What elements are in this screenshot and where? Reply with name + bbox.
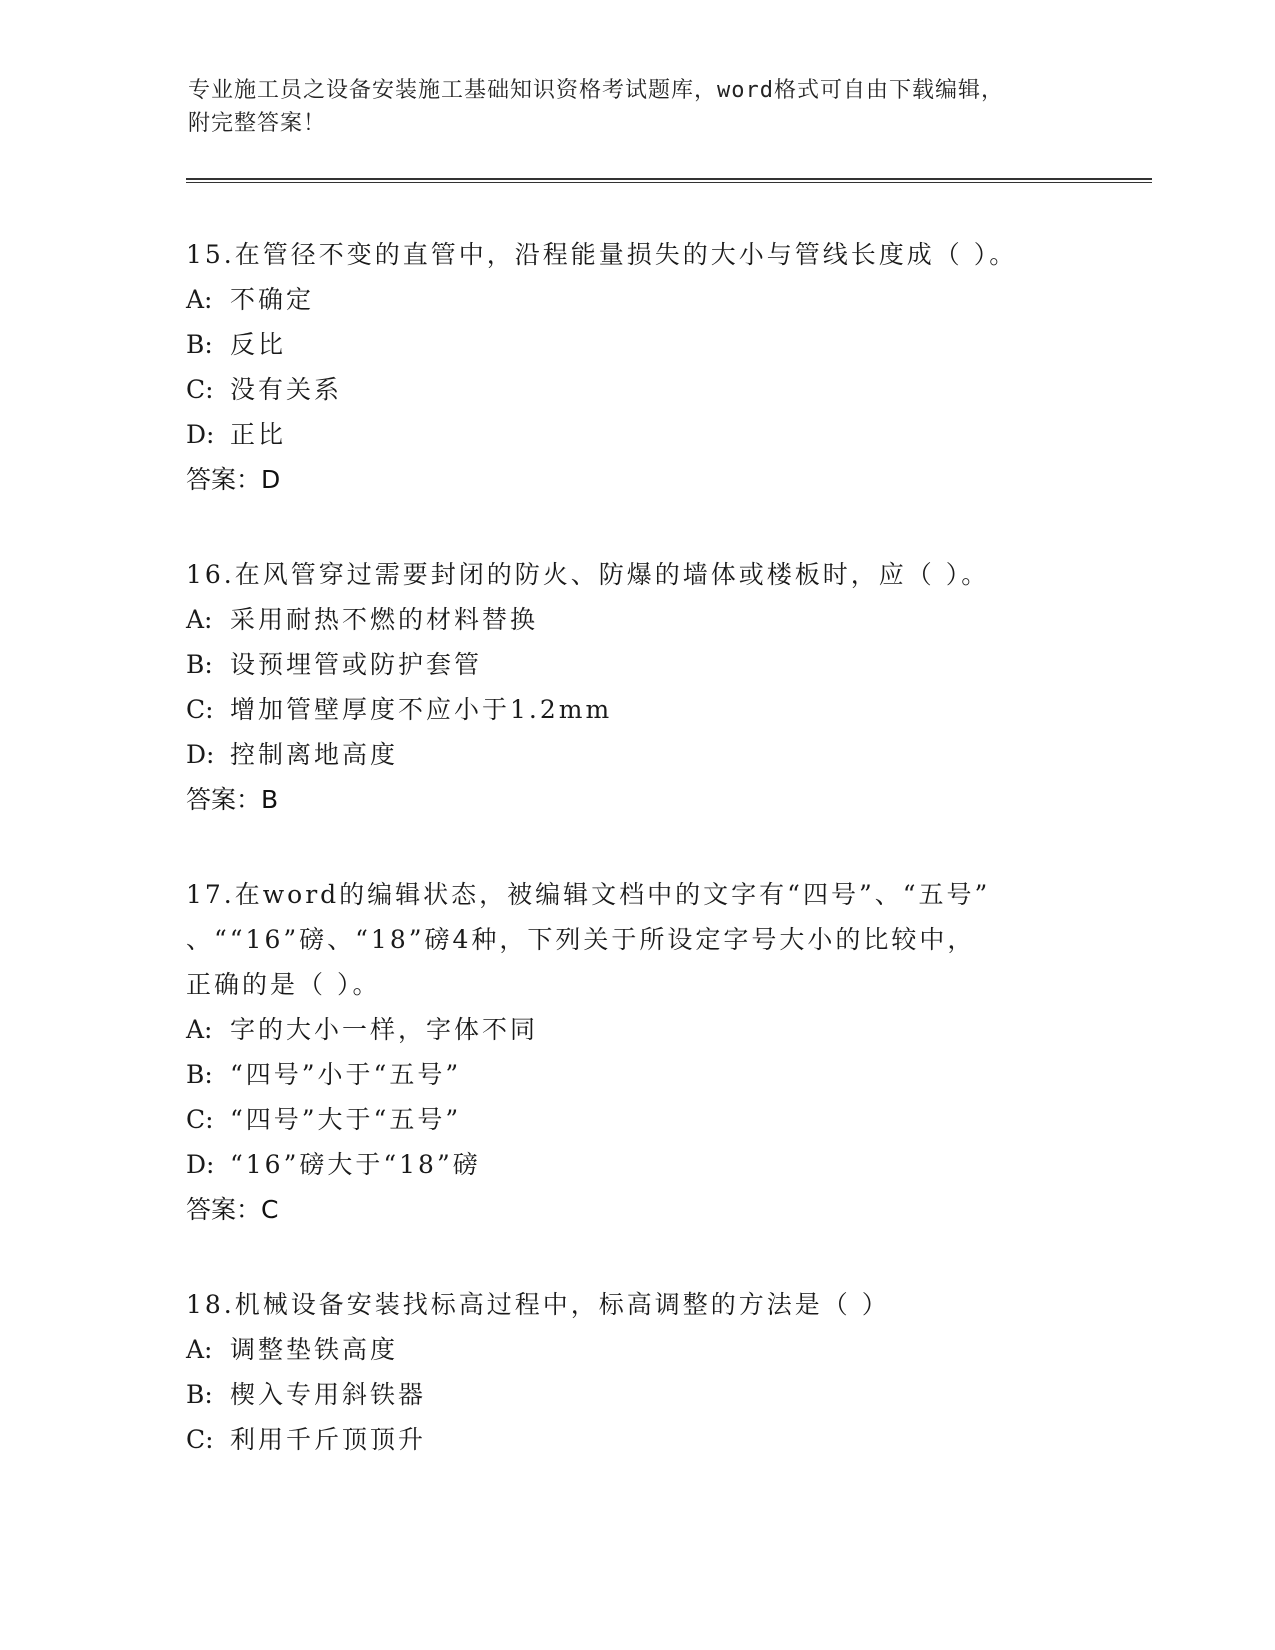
option-text: 控制离地高度 <box>230 740 399 769</box>
option-b <box>186 1052 1146 1097</box>
header-divider-thick <box>186 178 1152 180</box>
option-letter: A: <box>186 1015 213 1044</box>
option-text: “四号”大于“五号” <box>230 1105 462 1134</box>
option-text: 字的大小一样，字体不同 <box>230 1015 539 1044</box>
document-header <box>188 74 1088 140</box>
question-stem: 18.机械设备安装找标高过程中，标高调整的方法是（ ） <box>186 1290 890 1319</box>
question-15 <box>186 232 1146 502</box>
option-a <box>186 277 1146 322</box>
option-text: 利用千斤顶顶升 <box>230 1425 427 1454</box>
answer-line: 答案：B <box>186 785 279 814</box>
option-letter: D: <box>186 1150 215 1179</box>
option-text: 没有关系 <box>230 375 343 404</box>
option-c <box>186 1417 1146 1462</box>
question-stem: 15.在管径不变的直管中，沿程能量损失的大小与管线长度成（ ）。 <box>186 240 1018 269</box>
option-c <box>186 687 1146 732</box>
option-text: 调整垫铁高度 <box>230 1335 399 1364</box>
option-text: “16”磅大于“18”磅 <box>230 1150 481 1179</box>
option-letter: C: <box>186 1425 214 1454</box>
option-text: 反比 <box>230 330 287 359</box>
question-18 <box>186 1282 1146 1462</box>
option-text: “四号”小于“五号” <box>230 1060 462 1089</box>
option-letter: D: <box>186 740 215 769</box>
answer-line: 答案：D <box>186 465 281 494</box>
option-letter: C: <box>186 695 214 724</box>
header-line-1: 专业施工员之设备安装施工基础知识资格考试题库，word格式可自由下载编辑， <box>188 78 1004 103</box>
question-list <box>186 232 1146 1512</box>
option-d <box>186 1142 1146 1187</box>
option-letter: B: <box>186 650 213 679</box>
option-text: 不确定 <box>230 285 315 314</box>
option-c <box>186 1097 1146 1142</box>
option-a <box>186 1007 1146 1052</box>
question-stem: 17.在word的编辑状态，被编辑文档中的文字有“四号”、“五号” 、““16”磅、“18”磅4种，下列关于所设定字号大小的比较中， 正确的是（ ）。 <box>186 880 991 999</box>
option-d <box>186 732 1146 777</box>
option-b <box>186 1372 1146 1417</box>
option-text: 设预埋管或防护套管 <box>230 650 483 679</box>
option-c <box>186 367 1146 412</box>
option-text: 采用耐热不燃的材料替换 <box>230 605 539 634</box>
question-stem: 16.在风管穿过需要封闭的防火、防爆的墙体或楼板时，应（ ）。 <box>186 560 990 589</box>
question-17 <box>186 872 1146 1232</box>
option-letter: B: <box>186 1060 213 1089</box>
answer-line: 答案：C <box>186 1195 279 1224</box>
question-16 <box>186 552 1146 822</box>
header-line-2: 附完整答案！ <box>188 111 327 136</box>
option-letter: B: <box>186 1380 213 1409</box>
header-divider-thin <box>186 182 1152 183</box>
option-letter: D: <box>186 420 215 449</box>
option-text: 正比 <box>230 420 287 449</box>
option-b <box>186 642 1146 687</box>
option-text: 增加管壁厚度不应小于1.2mm <box>230 695 613 724</box>
option-letter: B: <box>186 330 213 359</box>
option-letter: C: <box>186 1105 214 1134</box>
option-letter: C: <box>186 375 214 404</box>
option-a <box>186 597 1146 642</box>
option-letter: A: <box>186 1335 213 1364</box>
option-b <box>186 322 1146 367</box>
option-letter: A: <box>186 285 213 314</box>
option-text: 楔入专用斜铁器 <box>230 1380 427 1409</box>
option-d <box>186 412 1146 457</box>
option-a <box>186 1327 1146 1372</box>
option-letter: A: <box>186 605 213 634</box>
